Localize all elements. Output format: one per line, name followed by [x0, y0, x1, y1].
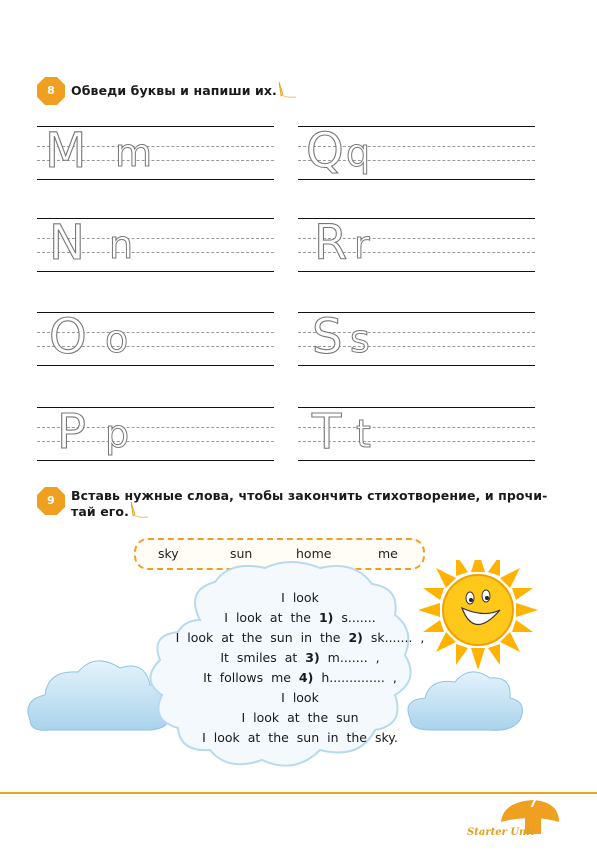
task-9-instruction-line-2: тай его.	[71, 504, 129, 519]
trace-uppercase-letter: T	[312, 404, 342, 460]
task-9-number: 9	[47, 494, 55, 507]
trace-uppercase-letter: Q	[306, 123, 344, 179]
trace-lowercase-letter: t	[356, 412, 371, 456]
poem-line-8: I look at the sun in the sky.	[202, 730, 398, 745]
letter-block-n	[37, 215, 274, 274]
poem-line-3: I look at the sun in the 2) sk....... ,	[175, 630, 425, 645]
task-8-instruction: Обведи буквы и напиши их.	[71, 83, 277, 98]
pencil-icon	[276, 80, 298, 100]
trace-lowercase-letter: s	[350, 317, 370, 361]
trace-uppercase-letter: N	[49, 215, 85, 271]
trace-uppercase-letter: M	[45, 123, 87, 179]
unit-label: Starter Unit	[467, 827, 535, 838]
word-bank-item: me	[378, 546, 398, 561]
poem-line-1: I look	[281, 590, 319, 605]
trace-uppercase-letter: O	[49, 309, 87, 365]
trace-lowercase-letter: n	[109, 223, 134, 267]
poem-line-2: I look at the 1) s.......	[224, 610, 376, 625]
poem-line-5: It follows me 4) h.............. ,	[203, 670, 397, 685]
letter-block-s	[298, 309, 535, 368]
letter-block-o	[37, 309, 274, 368]
blank-number-2: 2)	[348, 630, 363, 645]
word-bank-item: sun	[230, 546, 253, 561]
trace-uppercase-letter: R	[314, 215, 348, 271]
task-8-badge	[36, 76, 66, 106]
page-number: 7	[528, 796, 538, 810]
left-cloud-icon	[28, 661, 170, 730]
trace-uppercase-letter: P	[57, 404, 86, 460]
letter-block-t	[298, 404, 535, 463]
trace-lowercase-letter: p	[105, 412, 130, 456]
trace-lowercase-letter: r	[354, 223, 370, 267]
pencil-icon	[128, 500, 150, 520]
poem-line-7: I look at the sun	[241, 710, 359, 725]
blank-number-4: 4)	[298, 670, 314, 685]
word-bank-item: sky	[158, 546, 179, 561]
letter-block-r	[298, 215, 535, 274]
trace-lowercase-letter: m	[115, 131, 153, 175]
trace-lowercase-letter: q	[346, 131, 371, 175]
word-bank-item: home	[296, 546, 332, 561]
blank-number-1: 1)	[318, 610, 334, 625]
letter-block-q	[298, 123, 535, 182]
letter-block-m	[37, 123, 274, 182]
task-8-number: 8	[47, 84, 55, 97]
blank-number-3: 3)	[305, 650, 320, 665]
trace-lowercase-letter: o	[105, 317, 129, 361]
poem-line-4: It smiles at 3) m....... ,	[220, 650, 380, 665]
task-9-badge	[36, 486, 66, 516]
task-9-instruction-line-1: Вставь нужные слова, чтобы закончить стихотворение, и прочи-	[71, 488, 548, 503]
poem-line-6: I look	[281, 690, 319, 705]
trace-uppercase-letter: S	[312, 309, 343, 365]
letter-block-p	[37, 404, 274, 463]
